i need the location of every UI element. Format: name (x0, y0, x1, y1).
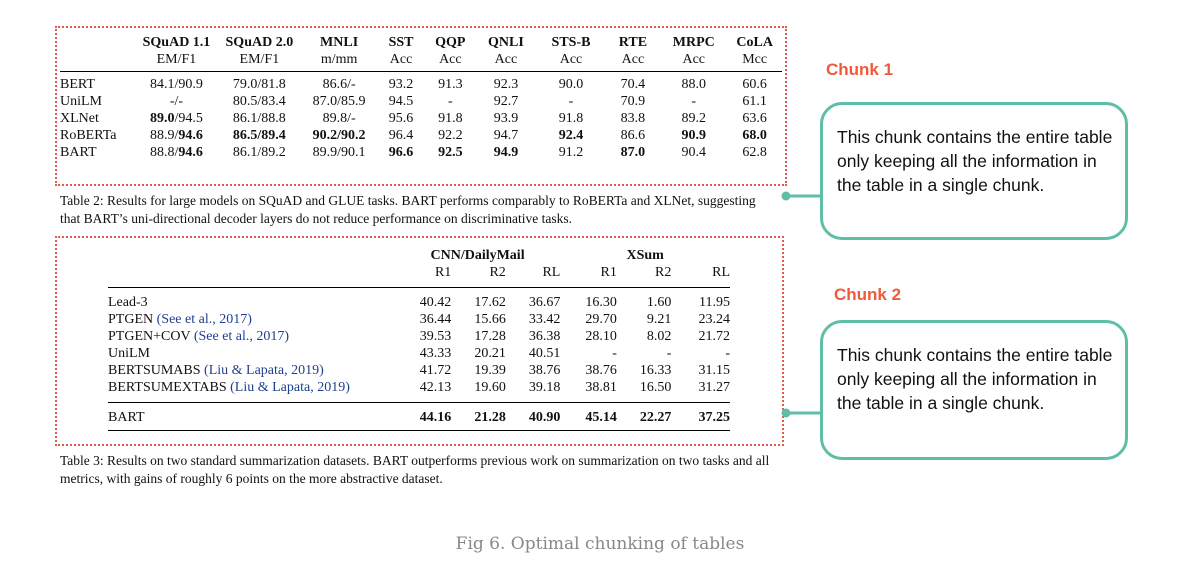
table-cell: 20.21 (474, 346, 506, 361)
cell-value: 94.5 (388, 94, 414, 109)
cell-value: 80.5/83.4 (232, 94, 286, 109)
table-3-metric: R2 (655, 265, 672, 280)
table-2-col-metric: Acc (389, 52, 413, 67)
table-cell: 31.15 (698, 363, 730, 378)
model-label: PTGEN+COV (108, 329, 194, 344)
citation-link[interactable]: (See et al., 2017) (193, 329, 290, 344)
cell-value: 92.2 (438, 128, 463, 143)
cell-value: 91.8 (558, 111, 584, 126)
cell-value: 70.9 (620, 94, 646, 109)
cell-value: 91.3 (438, 77, 463, 92)
model-label: BERTSUMEXTABS (108, 380, 231, 395)
cell-value: 63.6 (742, 111, 767, 126)
table-cell: 17.62 (451, 288, 506, 312)
chunk-1-note: This chunk contains the entire table only keeping all the information in the table in a single chunk. (820, 102, 1128, 240)
table-cell: 38.76 (585, 363, 617, 378)
table-cell: - (666, 346, 672, 361)
table-2-col-metric: Mcc (742, 52, 768, 67)
table-cell: 40.90 (506, 403, 561, 431)
table-cell: 40.51 (528, 346, 561, 361)
table-cell: 31.27 (698, 380, 730, 395)
chunk-2-note: This chunk contains the entire table only keeping all the information in the table in a single chunk. (820, 320, 1128, 460)
table-2-col-name: SST (388, 35, 414, 50)
cell-value: 90.9 (681, 128, 707, 143)
table-cell: 22.27 (617, 403, 672, 431)
table-cell: 40.42 (395, 288, 452, 312)
cell-value: 96.6 (388, 145, 414, 160)
table-2-col-metric: Acc (559, 52, 583, 67)
citation-link[interactable]: (Liu & Lapata, 2019) (230, 380, 350, 395)
table-2-col-metric: EM/F1 (239, 52, 280, 67)
table-cell: 28.10 (585, 329, 617, 344)
table-2-col-name: SQuAD 1.1 (142, 35, 211, 50)
table-2-col-name: QQP (435, 35, 466, 50)
figure-caption: Fig 6. Optimal chunking of tables (455, 534, 745, 554)
cell-value: 60.6 (742, 77, 767, 92)
table-3-metric: R1 (600, 265, 617, 280)
cell-value: 62.8 (742, 145, 767, 160)
chunk-1-connector-dot (782, 192, 791, 201)
model-name: BERT (60, 72, 136, 94)
table-2-col-name: STS-B (551, 35, 591, 50)
cell-value: 86.6/- (322, 77, 356, 92)
model-label: Lead-3 (108, 295, 148, 310)
cell-value: 88.8/ (150, 145, 179, 160)
model-label: PTGEN (108, 312, 157, 327)
cell-value: 86.1/89.2 (232, 145, 286, 160)
cell-value: 89.2 (681, 111, 707, 126)
table-cell: 16.50 (639, 380, 672, 395)
table-cell: 11.95 (671, 288, 730, 312)
table-2-col-name: RTE (618, 35, 648, 50)
chunk-1-label: Chunk 1 (826, 60, 894, 79)
cell-value: 96.4 (388, 128, 414, 143)
table-2-caption: Table 2: Results for large models on SQuAD and GLUE tasks. BART performs comparably to RoBERTa and XLNet, suggesting that BART’s uni-directional decoder layers do not reduce performance on discriminative tasks. (60, 193, 756, 226)
model-name: RoBERTa (60, 128, 117, 143)
table-3-group-xsum: XSum (626, 248, 664, 263)
table-cell: 38.76 (528, 363, 561, 378)
table-cell: 44.16 (395, 403, 452, 431)
table-cell: 21.28 (451, 403, 506, 431)
table-cell: 36.38 (528, 329, 561, 344)
chunk-2-label: Chunk 2 (834, 285, 902, 304)
cell-value: 95.6 (388, 111, 414, 126)
cell-value: 91.8 (438, 111, 463, 126)
cell-value: 90.4 (681, 145, 707, 160)
table-cell: 43.33 (419, 346, 452, 361)
table-cell: 1.60 (617, 288, 672, 312)
table-cell: 29.70 (585, 312, 617, 327)
cell-value: /94.5 (174, 111, 203, 126)
cell-value: - (691, 94, 697, 109)
table-cell: 36.44 (419, 312, 452, 327)
cell-value: 94.7 (493, 128, 519, 143)
cell-value: 94.6 (178, 128, 203, 143)
table-cell: 9.21 (646, 312, 672, 327)
cell-value: 88.9/ (150, 128, 179, 143)
cell-value: 89.0 (150, 111, 175, 126)
table-3-metric: R1 (434, 265, 452, 280)
table-2-col-name: CoLA (736, 35, 773, 50)
table-cell: 15.66 (474, 312, 506, 327)
cell-value: 61.1 (742, 94, 767, 109)
cell-value: 70.4 (620, 77, 646, 92)
table-2-col-name: QNLI (488, 35, 524, 50)
table-2-col-metric: Acc (682, 52, 706, 67)
cell-value: 83.8 (620, 111, 646, 126)
model-label: BERTSUMABS (108, 363, 205, 378)
cell-value: 90.2/90.2 (312, 128, 366, 143)
table-2-col-metric: Acc (494, 52, 518, 67)
table-cell: 45.14 (560, 403, 617, 431)
cell-value: 86.1/88.8 (232, 111, 286, 126)
cell-value: 93.9 (493, 111, 519, 126)
table-cell: 38.81 (585, 380, 617, 395)
table-3-group-cnn: CNN/DailyMail (430, 248, 525, 263)
table-cell: 21.72 (698, 329, 730, 344)
citation-link[interactable]: (See et al., 2017) (156, 312, 252, 327)
cell-value: 92.4 (558, 128, 584, 143)
cell-value: 87.0 (620, 145, 646, 160)
cell-value: 89.9/90.1 (312, 145, 366, 160)
table-2-col-metric: Acc (621, 52, 645, 67)
table-3-caption: Table 3: Results on two standard summarization datasets. BART outperforms previous work on summarization on two tasks and all metrics, with gains of roughly 6 points on the more abstractive dataset. (60, 453, 770, 486)
cell-value: 86.6 (620, 128, 646, 143)
table-cell: 23.24 (698, 312, 730, 327)
table-cell: 36.67 (506, 288, 561, 312)
cell-value: 84.1/90.9 (150, 77, 203, 92)
citation-link[interactable]: (Liu & Lapata, 2019) (204, 363, 324, 378)
table-cell: 17.28 (474, 329, 506, 344)
model-name: BART (60, 145, 97, 160)
cell-value: 92.7 (493, 94, 519, 109)
model-name: XLNet (60, 111, 99, 126)
cell-value: 79.0/81.8 (232, 77, 286, 92)
cell-value: 94.6 (178, 145, 203, 160)
table-2-col-metric: m/mm (320, 52, 358, 67)
table-3-metric: R2 (489, 265, 506, 280)
cell-value: 91.2 (558, 145, 584, 160)
cell-value: -/- (169, 94, 184, 109)
table-cell: - (612, 346, 617, 361)
cell-value: 68.0 (742, 128, 767, 143)
table-2-col-name: MRPC (672, 35, 715, 50)
table-2-col-metric: Acc (439, 52, 462, 67)
cell-value: 88.0 (681, 77, 707, 92)
table-cell: 16.33 (639, 363, 672, 378)
cell-value: 90.0 (558, 77, 584, 92)
cell-value: 87.0/85.9 (312, 94, 366, 109)
table-3-metric: RL (542, 265, 561, 280)
model-name: BART (108, 403, 395, 431)
model-name: UniLM (60, 94, 102, 109)
cell-value: - (448, 94, 453, 109)
table-cell: 39.53 (419, 329, 452, 344)
table-cell: 19.60 (474, 380, 506, 395)
cell-value: 92.5 (438, 145, 463, 160)
table-cell: 8.02 (646, 329, 672, 344)
table-cell: 39.18 (528, 380, 561, 395)
cell-value: 94.9 (493, 145, 519, 160)
cell-value: 89.8/- (322, 111, 356, 126)
table-2-col-name: SQuAD 2.0 (225, 35, 294, 50)
chunk-2-connector-dot (782, 409, 791, 418)
table-cell: 19.39 (474, 363, 506, 378)
table-cell: 42.13 (419, 380, 452, 395)
table-3-metric: RL (712, 265, 730, 280)
cell-value: 93.2 (388, 77, 414, 92)
table-cell: 37.25 (671, 403, 730, 431)
cell-value: 86.5/89.4 (232, 128, 286, 143)
cell-value: - (568, 94, 574, 109)
table-cell: 41.72 (419, 363, 452, 378)
cell-value: 92.3 (493, 77, 519, 92)
table-cell: 16.30 (560, 288, 617, 312)
table-cell: 33.42 (528, 312, 561, 327)
table-2-col-name: MNLI (320, 35, 359, 50)
table-cell: - (725, 346, 730, 361)
model-label: UniLM (108, 346, 150, 361)
table-2-col-metric: EM/F1 (156, 52, 197, 67)
